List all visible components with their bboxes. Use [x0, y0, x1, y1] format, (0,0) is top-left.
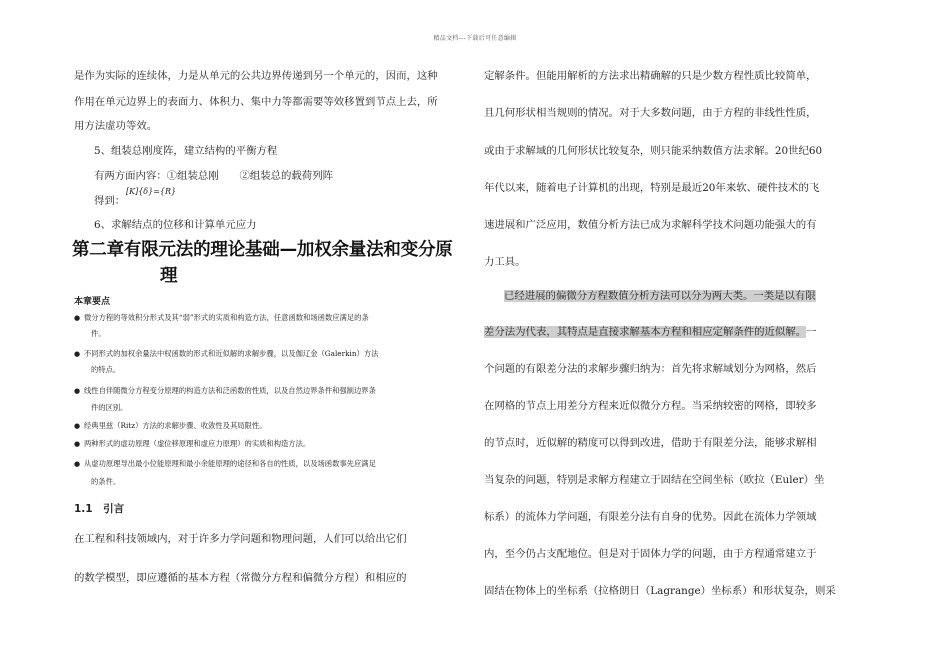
key-point-4: ● 经典里兹（Ritz）方法的求解步骤、收敛性及其局限性。 [74, 418, 470, 434]
chapter-title-line-1: 第二章有限元法的理论基础—加权余量法和变分原 [72, 240, 453, 260]
chapter-title-line-2: 理 [160, 266, 178, 286]
key-points-title: 本章要点 [74, 297, 111, 307]
section-line-1: 在工程和科技领域内，对于许多力学问题和物理问题，人们可以给出它们 [74, 533, 407, 545]
bullet-icon: ● [74, 422, 81, 430]
right-line-4: 年代以来，随着电子计算机的出现，特别是最近20年来软、硬件技术的飞 [484, 182, 820, 194]
key-point-5: ● 两种形式的虚功原理（虚位移原理和虚应力原理）的实质和构造方法。 [74, 436, 470, 452]
bullet-icon: ● [74, 314, 81, 322]
right-line-9: 个问题的有限差分法的求解步骤归纳为：首先将求解域划分为网格，然后 [484, 363, 817, 375]
right-line-15: 固结在物体上的坐标系（拉格朗日（Lagrange）坐标系）和形状复杂，则采 [484, 585, 836, 597]
bullet-icon: ● [74, 387, 81, 395]
highlighted-text: 已经进展的偏微分方程数值分析方法可以分为两大类。一类是以有限 [504, 290, 816, 302]
bullet-icon: ● [74, 350, 81, 358]
step-6: 6、求解结点的位移和计算单元应力 [94, 219, 257, 231]
key-point-3: ● 线性自伴随微分方程变分原理的构造方法和泛函数的性质，以及自然边界条件和强制边界条 [74, 383, 470, 399]
right-line-2: 且几何形状相当规则的情况。对于大多数问题，由于方程的非线性性质， [484, 107, 817, 119]
key-point-6: ● 从虚功原理导出最小位能原理和最小余能原理的途径和各自的性质，以及场函数事先应满足 [74, 456, 470, 472]
intro-line-1: 是作为实际的连续体，力是从单元的公共边界传递到另一个单元的，因而，这种 [74, 70, 438, 82]
section-title: 1.1 引言 [74, 503, 125, 515]
right-line-12: 当复杂的问题，特别是求解方程建立于固结在空间坐标（欧拉（Euler）坐 [484, 474, 825, 486]
right-line-5: 速进展和广泛应用，数值分析方法已成为求解科学技术问题功能强大的有 [484, 219, 817, 231]
right-line-1: 定解条件。但能用解析的方法求出精确解的只是少数方程性质比较简单， [484, 70, 817, 82]
right-line-11: 的节点时，近似解的精度可以得到改进，借助于有限差分法，能够求解相 [484, 437, 817, 449]
right-line-13: 标系）的流体力学问题，有限差分法有自身的优势。因此在流体力学领域 [484, 511, 817, 523]
step-5-sub: 有两方面内容：①组装总刚 ②组装总的载荷列阵 [94, 170, 333, 182]
bullet-icon: ● [74, 460, 81, 468]
right-line-10: 在网格的节点上用差分方程来近似微分方程。当采纳较密的网格，即较多 [484, 400, 817, 412]
highlighted-text: 差分法为代表，其特点是直接求解基本方程和相应定解条件的近似解。 [484, 326, 807, 338]
key-point-1: ● 微分方程的等效积分形式及其“弱”形式的实质和构造方法，任意函数和场函数应满足的条 [74, 310, 470, 326]
key-point-3-cont: 件的区别。 [91, 403, 128, 412]
key-point-1-cont: 件。 [91, 329, 106, 338]
right-line-3: 或由于求解域的几何形状比较复杂，则只能采纳数值方法求解。20世纪60 [484, 145, 823, 157]
para2-line-1 [504, 290, 880, 302]
key-point-6-cont: 的条件。 [91, 477, 121, 486]
equilibrium-formula: [K]{δ}={R} [126, 187, 177, 196]
step-5: 5、组装总刚度阵，建立结构的平衡方程 [94, 145, 278, 157]
key-point-2-cont: 的特点。 [91, 365, 121, 374]
intro-line-2: 作用在单元边界上的表面力、体积力、集中力等都需要等效移置到节点上去，所 [74, 96, 438, 108]
bullet-icon: ● [74, 440, 81, 448]
key-point-2: ● 不同形式的加权余量法中权函数的形式和近似解的求解步骤，以及伽辽金（Galerkin）方法 [74, 346, 470, 362]
right-line-6: 力工具。 [484, 256, 526, 268]
para2-line-2: 差分法为代表，其特点是直接求解基本方程和相应定解条件的近似解。一 [484, 326, 817, 338]
section-line-2: 的数学模型，即应遵循的基本方程（常微分方程和偏微分方程）和相应的 [74, 572, 407, 584]
intro-line-3: 用方法虚功等效。 [74, 120, 158, 132]
right-line-14: 内，至今仍占支配地位。但是对于固体力学的问题，由于方程通常建立于 [484, 548, 817, 560]
obtain-label: 得到： [94, 195, 126, 207]
page-header: 精品文档---下载后可任意编辑 [433, 35, 517, 42]
